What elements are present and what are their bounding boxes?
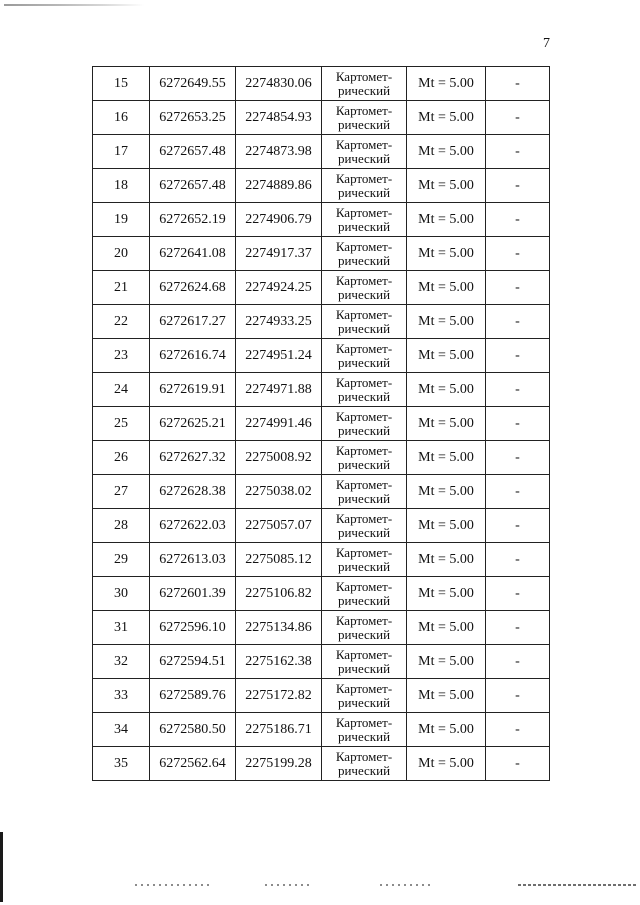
point-number-cell: 27 (93, 475, 150, 509)
note-cell: - (486, 271, 550, 305)
table-row (93, 305, 550, 339)
y-coordinate-cell: 2274889.86 (236, 169, 322, 203)
point-number-cell: 21 (93, 271, 150, 305)
tolerance-cell: Mt = 5.00 (407, 339, 486, 373)
table-row (93, 101, 550, 135)
method-line-1: Картомет- (335, 102, 393, 118)
method-line-2: рический (337, 456, 391, 472)
table-row (93, 407, 550, 441)
note-cell: - (486, 475, 550, 509)
note-cell: - (486, 101, 550, 135)
tolerance-cell: Mt = 5.00 (407, 407, 486, 441)
method-line-1: Картомет- (335, 238, 393, 254)
x-coordinate-cell: 6272580.50 (150, 713, 236, 747)
y-coordinate-cell: 2274951.24 (236, 339, 322, 373)
tolerance-cell: Mt = 5.00 (407, 135, 486, 169)
method-line-2: рический (337, 150, 391, 166)
y-coordinate-cell: 2274873.98 (236, 135, 322, 169)
x-coordinate-cell: 6272596.10 (150, 611, 236, 645)
method-cell (322, 475, 407, 509)
x-coordinate-cell: 6272589.76 (150, 679, 236, 713)
scan-artifact-dots (380, 884, 430, 886)
y-coordinate-cell: 2275057.07 (236, 509, 322, 543)
method-line-2: рический (337, 82, 391, 98)
table-row (93, 237, 550, 271)
method-line-1: Картомет- (335, 170, 393, 186)
method-line-1: Картомет- (335, 646, 393, 662)
note-cell: - (486, 407, 550, 441)
method-line-1: Картомет- (335, 544, 393, 560)
y-coordinate-cell: 2275106.82 (236, 577, 322, 611)
method-line-1: Картомет- (335, 714, 393, 730)
scan-artifact-dots (518, 884, 636, 886)
note-cell: - (486, 611, 550, 645)
method-line-2: рический (337, 762, 391, 778)
note-cell: - (486, 67, 550, 101)
method-line-1: Картомет- (335, 408, 393, 424)
x-coordinate-cell: 6272627.32 (150, 441, 236, 475)
method-line-1: Картомет- (335, 612, 393, 628)
tolerance-cell: Mt = 5.00 (407, 577, 486, 611)
y-coordinate-cell: 2274924.25 (236, 271, 322, 305)
page-number: 7 (543, 36, 550, 51)
method-line-2: рический (337, 592, 391, 608)
method-cell (322, 305, 407, 339)
method-line-1: Картомет- (335, 442, 393, 458)
method-cell (322, 203, 407, 237)
tolerance-cell: Mt = 5.00 (407, 679, 486, 713)
table-row (93, 67, 550, 101)
table-row (93, 543, 550, 577)
table-row (93, 509, 550, 543)
scan-artifact-dots (265, 884, 310, 886)
table-row (93, 747, 550, 781)
x-coordinate-cell: 6272613.03 (150, 543, 236, 577)
coordinates-table (92, 66, 550, 781)
method-cell (322, 169, 407, 203)
method-line-1: Картомет- (335, 748, 393, 764)
method-cell (322, 577, 407, 611)
point-number-cell: 17 (93, 135, 150, 169)
method-cell (322, 339, 407, 373)
method-line-1: Картомет- (335, 510, 393, 526)
point-number-cell: 16 (93, 101, 150, 135)
y-coordinate-cell: 2275172.82 (236, 679, 322, 713)
x-coordinate-cell: 6272625.21 (150, 407, 236, 441)
note-cell: - (486, 577, 550, 611)
x-coordinate-cell: 6272641.08 (150, 237, 236, 271)
note-cell: - (486, 713, 550, 747)
y-coordinate-cell: 2275085.12 (236, 543, 322, 577)
y-coordinate-cell: 2274854.93 (236, 101, 322, 135)
x-coordinate-cell: 6272628.38 (150, 475, 236, 509)
method-line-2: рический (337, 558, 391, 574)
point-number-cell: 33 (93, 679, 150, 713)
tolerance-cell: Mt = 5.00 (407, 645, 486, 679)
point-number-cell: 26 (93, 441, 150, 475)
tolerance-cell: Mt = 5.00 (407, 373, 486, 407)
note-cell: - (486, 509, 550, 543)
tolerance-cell: Mt = 5.00 (407, 203, 486, 237)
tolerance-cell: Mt = 5.00 (407, 611, 486, 645)
table-row (93, 135, 550, 169)
tolerance-cell: Mt = 5.00 (407, 305, 486, 339)
method-line-1: Картомет- (335, 578, 393, 594)
method-line-2: рический (337, 660, 391, 676)
method-line-2: рический (337, 490, 391, 506)
x-coordinate-cell: 6272624.68 (150, 271, 236, 305)
y-coordinate-cell: 2274906.79 (236, 203, 322, 237)
method-line-2: рический (337, 116, 391, 132)
method-line-2: рический (337, 728, 391, 744)
method-line-1: Картомет- (335, 272, 393, 288)
point-number-cell: 15 (93, 67, 150, 101)
method-line-2: рический (337, 694, 391, 710)
point-number-cell: 25 (93, 407, 150, 441)
method-cell (322, 271, 407, 305)
note-cell: - (486, 679, 550, 713)
method-line-1: Картомет- (335, 680, 393, 696)
note-cell: - (486, 203, 550, 237)
note-cell: - (486, 305, 550, 339)
x-coordinate-cell: 6272619.91 (150, 373, 236, 407)
method-line-2: рический (337, 252, 391, 268)
x-coordinate-cell: 6272622.03 (150, 509, 236, 543)
method-line-2: рический (337, 218, 391, 234)
method-line-2: рический (337, 184, 391, 200)
method-line-1: Картомет- (335, 68, 393, 84)
x-coordinate-cell: 6272657.48 (150, 135, 236, 169)
method-line-1: Картомет- (335, 306, 393, 322)
note-cell: - (486, 169, 550, 203)
method-cell (322, 679, 407, 713)
table-row (93, 645, 550, 679)
method-line-1: Картомет- (335, 204, 393, 220)
table-row (93, 339, 550, 373)
scan-artifact-dots (135, 884, 210, 886)
x-coordinate-cell: 6272649.55 (150, 67, 236, 101)
y-coordinate-cell: 2274917.37 (236, 237, 322, 271)
method-line-1: Картомет- (335, 374, 393, 390)
x-coordinate-cell: 6272617.27 (150, 305, 236, 339)
table-row (93, 577, 550, 611)
method-line-2: рический (337, 286, 391, 302)
note-cell: - (486, 543, 550, 577)
method-line-2: рический (337, 354, 391, 370)
method-line-1: Картомет- (335, 136, 393, 152)
x-coordinate-cell: 6272616.74 (150, 339, 236, 373)
tolerance-cell: Mt = 5.00 (407, 747, 486, 781)
table-row (93, 611, 550, 645)
tolerance-cell: Mt = 5.00 (407, 237, 486, 271)
method-cell (322, 135, 407, 169)
method-cell (322, 407, 407, 441)
y-coordinate-cell: 2275008.92 (236, 441, 322, 475)
note-cell: - (486, 237, 550, 271)
method-cell (322, 543, 407, 577)
method-line-2: рический (337, 524, 391, 540)
y-coordinate-cell: 2274933.25 (236, 305, 322, 339)
table-row (93, 679, 550, 713)
method-cell (322, 237, 407, 271)
point-number-cell: 31 (93, 611, 150, 645)
x-coordinate-cell: 6272652.19 (150, 203, 236, 237)
y-coordinate-cell: 2275162.38 (236, 645, 322, 679)
y-coordinate-cell: 2274830.06 (236, 67, 322, 101)
note-cell: - (486, 645, 550, 679)
point-number-cell: 18 (93, 169, 150, 203)
tolerance-cell: Mt = 5.00 (407, 543, 486, 577)
method-cell (322, 67, 407, 101)
method-cell (322, 747, 407, 781)
y-coordinate-cell: 2275199.28 (236, 747, 322, 781)
tolerance-cell: Mt = 5.00 (407, 713, 486, 747)
note-cell: - (486, 747, 550, 781)
point-number-cell: 32 (93, 645, 150, 679)
coordinates-table-body (93, 67, 550, 781)
scan-artifact-left-edge (0, 832, 3, 902)
point-number-cell: 22 (93, 305, 150, 339)
note-cell: - (486, 373, 550, 407)
method-cell (322, 611, 407, 645)
x-coordinate-cell: 6272601.39 (150, 577, 236, 611)
table-row (93, 475, 550, 509)
y-coordinate-cell: 2275134.86 (236, 611, 322, 645)
point-number-cell: 30 (93, 577, 150, 611)
method-line-1: Картомет- (335, 340, 393, 356)
tolerance-cell: Mt = 5.00 (407, 509, 486, 543)
method-cell (322, 509, 407, 543)
table-row (93, 203, 550, 237)
method-cell (322, 101, 407, 135)
tolerance-cell: Mt = 5.00 (407, 475, 486, 509)
point-number-cell: 28 (93, 509, 150, 543)
method-line-1: Картомет- (335, 476, 393, 492)
method-line-2: рический (337, 626, 391, 642)
method-line-2: рический (337, 422, 391, 438)
point-number-cell: 19 (93, 203, 150, 237)
point-number-cell: 34 (93, 713, 150, 747)
method-line-2: рический (337, 320, 391, 336)
y-coordinate-cell: 2275186.71 (236, 713, 322, 747)
tolerance-cell: Mt = 5.00 (407, 169, 486, 203)
table-row (93, 713, 550, 747)
y-coordinate-cell: 2274971.88 (236, 373, 322, 407)
y-coordinate-cell: 2275038.02 (236, 475, 322, 509)
method-cell (322, 441, 407, 475)
y-coordinate-cell: 2274991.46 (236, 407, 322, 441)
x-coordinate-cell: 6272657.48 (150, 169, 236, 203)
table-row (93, 373, 550, 407)
scan-artifact-top-line (4, 4, 144, 6)
point-number-cell: 35 (93, 747, 150, 781)
note-cell: - (486, 135, 550, 169)
point-number-cell: 20 (93, 237, 150, 271)
tolerance-cell: Mt = 5.00 (407, 67, 486, 101)
method-cell (322, 713, 407, 747)
tolerance-cell: Mt = 5.00 (407, 441, 486, 475)
method-line-2: рический (337, 388, 391, 404)
method-cell (322, 373, 407, 407)
method-cell (322, 645, 407, 679)
tolerance-cell: Mt = 5.00 (407, 271, 486, 305)
table-row (93, 441, 550, 475)
tolerance-cell: Mt = 5.00 (407, 101, 486, 135)
table-row (93, 271, 550, 305)
point-number-cell: 29 (93, 543, 150, 577)
table-row (93, 169, 550, 203)
x-coordinate-cell: 6272594.51 (150, 645, 236, 679)
note-cell: - (486, 441, 550, 475)
x-coordinate-cell: 6272653.25 (150, 101, 236, 135)
point-number-cell: 24 (93, 373, 150, 407)
x-coordinate-cell: 6272562.64 (150, 747, 236, 781)
note-cell: - (486, 339, 550, 373)
point-number-cell: 23 (93, 339, 150, 373)
